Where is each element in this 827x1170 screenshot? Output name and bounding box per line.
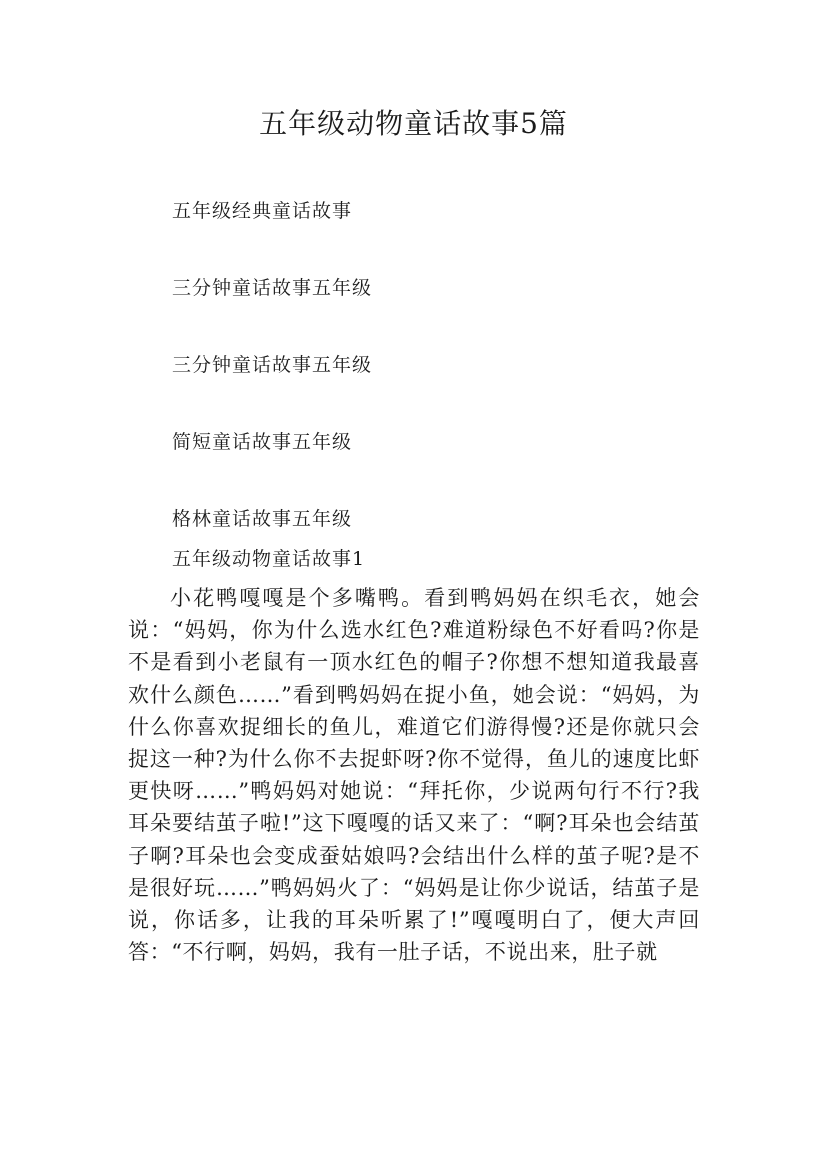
toc-item: 三分钟童话故事五年级 [172,354,373,376]
table-of-contents [172,196,372,534]
toc-item: 三分钟童话故事五年级 [172,277,373,299]
story-heading: 五年级动物童话故事1 [172,548,366,570]
toc-item: 五年级经典童话故事 [172,200,353,222]
toc-item: 简短童话故事五年级 [172,431,353,453]
document-title: 五年级动物童话故事5篇 [259,107,568,140]
story-paragraph: 小花鸭嘎嘎是个多嘴鸭。看到鸭妈妈在织毛衣，她会说：“妈妈，你为什么选水红色?难道粉绿色不好看吗?你是不是看到小老鼠有一顶水红色的帽子?你想不想知道我最喜欢什么颜色……”看到鸭妈妈在捉小鱼，她会说：“妈妈，为什么你喜欢捉细长的鱼儿，难道它们游得慢?还是你就只会捉这一种?为什么你不去捉虾呀?你不觉得，鱼儿的速度比虾更快呀……”鸭妈妈对她说：“拜托你，少说两句行不行?我耳朵要结茧子啦!”这下嘎嘎的话又来了：“啊?耳朵也会结茧子啊?耳朵也会变成蚕姑娘吗?会结出什么样的茧子呢?是不是很好玩……”鸭妈妈火了：“妈妈是让你少说话，结茧子是说，你话多，让我的耳朵听累了!”嘎嘎明白了，便大声回答：“不行啊，妈妈，我有一肚子话，不说出来，肚子就 [128,586,700,965]
toc-item: 格林童话故事五年级 [172,508,353,530]
